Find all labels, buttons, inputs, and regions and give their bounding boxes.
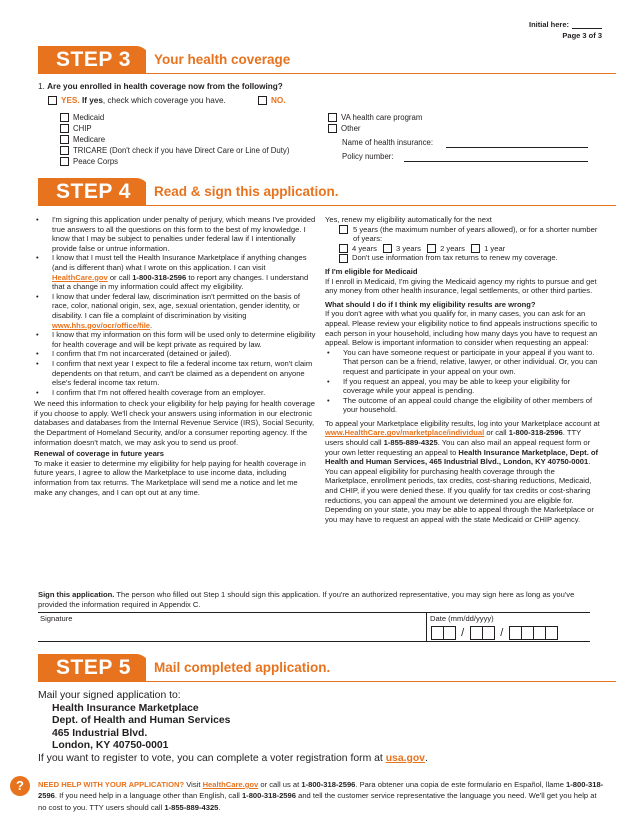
renew-four-checkbox[interactable]	[339, 244, 348, 253]
option-label: Other	[341, 124, 361, 133]
coverage-question	[38, 82, 283, 92]
attestation-text: to report any changes. I understand that a change in my information could affect my eligibility.	[52, 272, 309, 292]
vote-line	[38, 753, 428, 766]
attestation-text: I confirm that I'm not incarcerated (detained or jailed).	[52, 349, 232, 359]
help-segment: . Para obtener una copia de este formulario en Español, llame	[355, 780, 567, 789]
appeal-item	[325, 377, 600, 396]
page-number: Page 3 of 3	[562, 31, 602, 40]
mail-section	[38, 690, 428, 766]
attestation-text: I know that my information on this form will be used only to determine eligibility for health coverage and will be kept private as required by law.	[52, 330, 316, 349]
option-other[interactable]	[328, 124, 361, 134]
help-segment: Visit	[184, 780, 203, 789]
sign-instructions	[38, 590, 598, 609]
hhs-ocr-link[interactable]: www.hhs.gov/ocr/office/file	[52, 320, 151, 330]
help-segment: or call us at	[258, 780, 302, 789]
renewal-heading: Renewal of coverage in future years	[34, 449, 164, 459]
help-healthcare-gov-link[interactable]: HealthCare.gov	[202, 780, 259, 789]
address-line: Dept. of Health and Human Services	[52, 715, 231, 727]
policy-number-field[interactable]	[404, 161, 588, 162]
phone-number: 1-800-318-2596	[38, 780, 604, 801]
signature-field[interactable]	[38, 626, 426, 640]
signature-top-rule	[38, 612, 590, 613]
sign-text: The person who filled out Step 1 should sign this application. If you're an authorized representative, you may sign here as long as you've provided the information required in Appendix C.	[38, 590, 575, 609]
renew-two-label: 2 years	[440, 243, 465, 253]
renew-dont-label: Don't use information from tax returns to renew my coverage.	[352, 253, 558, 263]
yes-option[interactable]	[48, 96, 226, 106]
tty-number: 1-855-889-4325	[383, 438, 438, 448]
option-label: Medicare	[73, 135, 106, 144]
appeal-text: If you request an appeal, you may be able to keep your eligibility for coverage while your appeal is pending.	[343, 376, 571, 396]
attestation-text: I know that I must tell the Health Insurance Marketplace if anything changes (and is different than) what I wrote on this application. I can visit	[52, 253, 307, 272]
date-box[interactable]	[545, 626, 558, 640]
no-checkbox[interactable]	[258, 96, 267, 105]
option-peace-corps[interactable]	[60, 157, 118, 167]
option-medicare[interactable]	[60, 135, 105, 145]
yes-checkbox[interactable]	[48, 96, 57, 105]
renew-years-row	[325, 244, 600, 254]
tty-number: 1-855-889-4325	[164, 802, 219, 812]
insurance-name-field[interactable]	[446, 147, 588, 148]
attestation-item	[34, 359, 316, 388]
appeal-text: To appeal your Marketplace eligibility results, log into your Marketplace account at	[325, 418, 600, 428]
medicare-checkbox[interactable]	[60, 135, 69, 144]
help-text	[38, 779, 604, 813]
insurance-name-label: Name of health insurance:	[342, 138, 434, 147]
attestation-text: I know that under federal law, discrimination isn't permitted on the basis of race, color, national origin, sex, age, sexual orientation, gender identity, or disability. I can file a complaint of discrimination by visiting	[52, 291, 300, 320]
signature-bottom-rule	[38, 641, 590, 642]
irs-paragraph: We need this information to check your eligibility for help paying for health coverage if you choose to apply. We'll check your answers using information in our electronic databases and databases from the Internal Revenue Service (IRS), Social Security, the Department of Homeland Security, and/or a consumer reporting agency. If the information doesn't match, we may ask you to send us proof.	[34, 399, 315, 447]
chip-checkbox[interactable]	[60, 124, 69, 133]
peace-corps-checkbox[interactable]	[60, 157, 69, 166]
mail-intro: Mail your signed application to:	[38, 690, 181, 701]
help-heading: NEED HELP WITH YOUR APPLICATION?	[38, 780, 185, 789]
phone-number: 1-800-318-2596	[241, 791, 296, 801]
initial-here-label: Initial here:	[528, 20, 569, 29]
step5-label: STEP 5	[56, 656, 131, 679]
step5-title: Mail completed application.	[146, 654, 616, 682]
renew-three-checkbox[interactable]	[383, 244, 392, 253]
step4-label: STEP 4	[56, 180, 131, 203]
renew-five-checkbox[interactable]	[339, 225, 348, 234]
yes-rest: , check which coverage you have.	[102, 96, 226, 105]
usa-gov-link[interactable]: usa.gov	[385, 752, 425, 764]
initial-here-line[interactable]	[572, 21, 602, 29]
appeal-text: . TTY users should call	[325, 428, 582, 448]
other-checkbox[interactable]	[328, 124, 337, 133]
medicaid-paragraph: If I enroll in Medicaid, I'm giving the Medicaid agency my rights to pursue and get any money from other health insurance, legal settlements, or other third parties.	[325, 276, 597, 296]
step4-title: Read & sign this application.	[146, 178, 616, 206]
option-va[interactable]	[328, 113, 422, 123]
vote-text: If you want to register to vote, you can complete a voter registration form at	[38, 752, 386, 764]
healthcare-gov-link[interactable]: HealthCare.gov	[52, 272, 108, 282]
attestation-item	[34, 388, 316, 398]
appeal-text: . You can appeal eligibility for purchasing health coverage through the Marketplace, enrollment periods, tax credits, cost-sharing reductions, Medicaid, and CHIP, if you were denied these. If you qualify for tax credits or cost-sharing reductions, you can appeal the amount we determined you are eligible for. Depending on your state, you may be able to appeal through the Marketplace or you may have to request an appeal with the state Medicaid or CHIP agency.	[325, 457, 594, 524]
date-separator: /	[500, 627, 504, 639]
renew-two-checkbox[interactable]	[427, 244, 436, 253]
renew-three-label: 3 years	[396, 243, 421, 253]
option-label: Peace Corps	[73, 157, 119, 166]
attestation-text: I confirm that I'm not offered health coverage from an employer.	[52, 387, 266, 397]
help-question-icon: ?	[10, 776, 30, 796]
option-label: TRICARE (Don't check if you have Direct Care or Line of Duty)	[73, 146, 290, 155]
vote-text: .	[424, 752, 428, 764]
attestation-list	[34, 215, 316, 397]
address-line: Health Insurance Marketplace	[52, 702, 199, 714]
attestation-item	[34, 292, 316, 330]
appeal-text: or call	[484, 428, 509, 438]
help-segment: and tell the customer service representative the language you need. We'll get you help at no cost to you. TTY users should call	[38, 791, 597, 812]
appeal-item	[325, 396, 600, 415]
attestation-item	[34, 215, 316, 253]
option-label: Medicaid	[73, 113, 105, 122]
medicaid-heading: If I'm eligible for Medicaid	[325, 266, 418, 276]
appeal-paragraph	[325, 419, 600, 525]
renew-intro: Yes, renew my eligibility automatically for the next	[325, 215, 492, 224]
date-box[interactable]	[482, 626, 495, 640]
policy-number-label: Policy number:	[342, 152, 394, 161]
wrong-results-paragraph: If you don't agree with what you qualify for, in many cases, you can ask for an appeal. Please review your eligibility notice to find appeals instructions specific to each person in your household, including how many days you have to request an appeal. Below is important information to consider when requesting an appeal:	[325, 309, 598, 348]
appeal-text: You can have someone request or participate in your appeal if you want to. That person can be a friend, relative, lawyer, or other individual. Or, you can request and participate in your appeal on your own.	[343, 347, 598, 376]
renew-one-label: 1 year	[484, 243, 506, 253]
help-segment: .	[218, 802, 221, 812]
address-line: London, KY 40750-0001	[52, 740, 169, 752]
option-label: VA health care program	[341, 113, 423, 122]
step4-left-column	[34, 215, 316, 497]
step4-banner	[38, 178, 150, 206]
date-separator: /	[461, 627, 465, 639]
sign-heading: Sign this application.	[38, 590, 115, 599]
appeal-list	[325, 348, 600, 415]
step5-banner	[38, 654, 150, 682]
va-checkbox[interactable]	[328, 113, 337, 122]
renew-dont-option[interactable]	[325, 253, 600, 263]
option-label: CHIP	[73, 124, 92, 133]
phone-number: 1-800-318-2596	[132, 272, 187, 282]
appeal-text: The outcome of an appeal could change the eligibility of other members of your household.	[343, 395, 593, 415]
appeal-item	[325, 348, 600, 377]
attestation-text: I confirm that next year I expect to file a federal income tax return, won't claim dependents on that return, and can't be claimed as a dependent on anyone else's federal income tax return.	[52, 358, 313, 388]
attestation-text: I'm signing this application under penalty of perjury, which means I've provided true answers to all the questions on this form to the best of my knowledge. I know that I may be subject to penalties under federal law if I intentionally provide false or untrue information.	[52, 215, 316, 253]
renew-five-label: 5 years (the maximum number of years allowed), or for a shorter number of years:	[353, 224, 598, 244]
yes-label: YES.	[61, 96, 80, 105]
question-text: Are you enrolled in health coverage now from the following?	[47, 82, 283, 91]
attestation-item	[34, 253, 316, 291]
option-tricare[interactable]	[60, 146, 289, 156]
no-label: NO.	[271, 96, 286, 105]
step3-title: Your health coverage	[146, 46, 616, 74]
wrong-results-heading: What should I do if I think my eligibility results are wrong?	[325, 299, 536, 309]
signature-divider	[426, 612, 427, 642]
step3-banner	[38, 46, 150, 74]
date-box[interactable]	[443, 626, 456, 640]
renew-dont-checkbox[interactable]	[339, 254, 348, 263]
attestation-text: or call	[107, 272, 133, 282]
date-label: Date (mm/dd/yyyy)	[430, 614, 494, 623]
attestation-item	[34, 349, 316, 359]
option-medicaid[interactable]	[60, 113, 104, 123]
tricare-checkbox[interactable]	[60, 146, 69, 155]
phone-number: 1-800-318-2596	[301, 780, 356, 789]
attestation-text: .	[150, 320, 153, 330]
phone-number: 1-800-318-2596	[508, 428, 563, 438]
renew-four-label: 4 years	[352, 243, 377, 253]
appeal-text: . You can also mail an appeal request form or your own letter requesting an appeal to	[325, 438, 591, 457]
renew-five-option[interactable]	[325, 225, 600, 244]
yes-if: If yes	[81, 96, 103, 105]
question-number: 1.	[38, 82, 45, 91]
attestation-item	[34, 330, 316, 349]
option-chip[interactable]	[60, 124, 92, 134]
marketplace-individual-link[interactable]: www.HealthCare.gov/marketplace/individual	[325, 428, 485, 438]
help-segment: . If you need help in a language other than English, call	[54, 791, 242, 801]
mail-address	[38, 703, 428, 753]
renewal-paragraph: To make it easier to determine my eligibility for help paying for health coverage in future years, I agree to allow the Marketplace to use income data, including information from tax returns. The Marketplace will send me a notice and let me make any changes, and I can opt out at any time.	[34, 458, 306, 497]
initial-here-field	[529, 20, 602, 29]
step4-right-column	[325, 215, 600, 524]
appeal-address: Health Insurance Marketplace, Dept. of Health and Human Services, 465 Industrial Blvd., London, KY 40750-0001	[325, 447, 599, 467]
no-option[interactable]	[258, 96, 286, 106]
renew-one-checkbox[interactable]	[471, 244, 480, 253]
step3-label: STEP 3	[56, 48, 131, 71]
signature-label: Signature	[40, 614, 73, 623]
address-line: 465 Industrial Blvd.	[52, 727, 148, 739]
medicaid-checkbox[interactable]	[60, 113, 69, 122]
